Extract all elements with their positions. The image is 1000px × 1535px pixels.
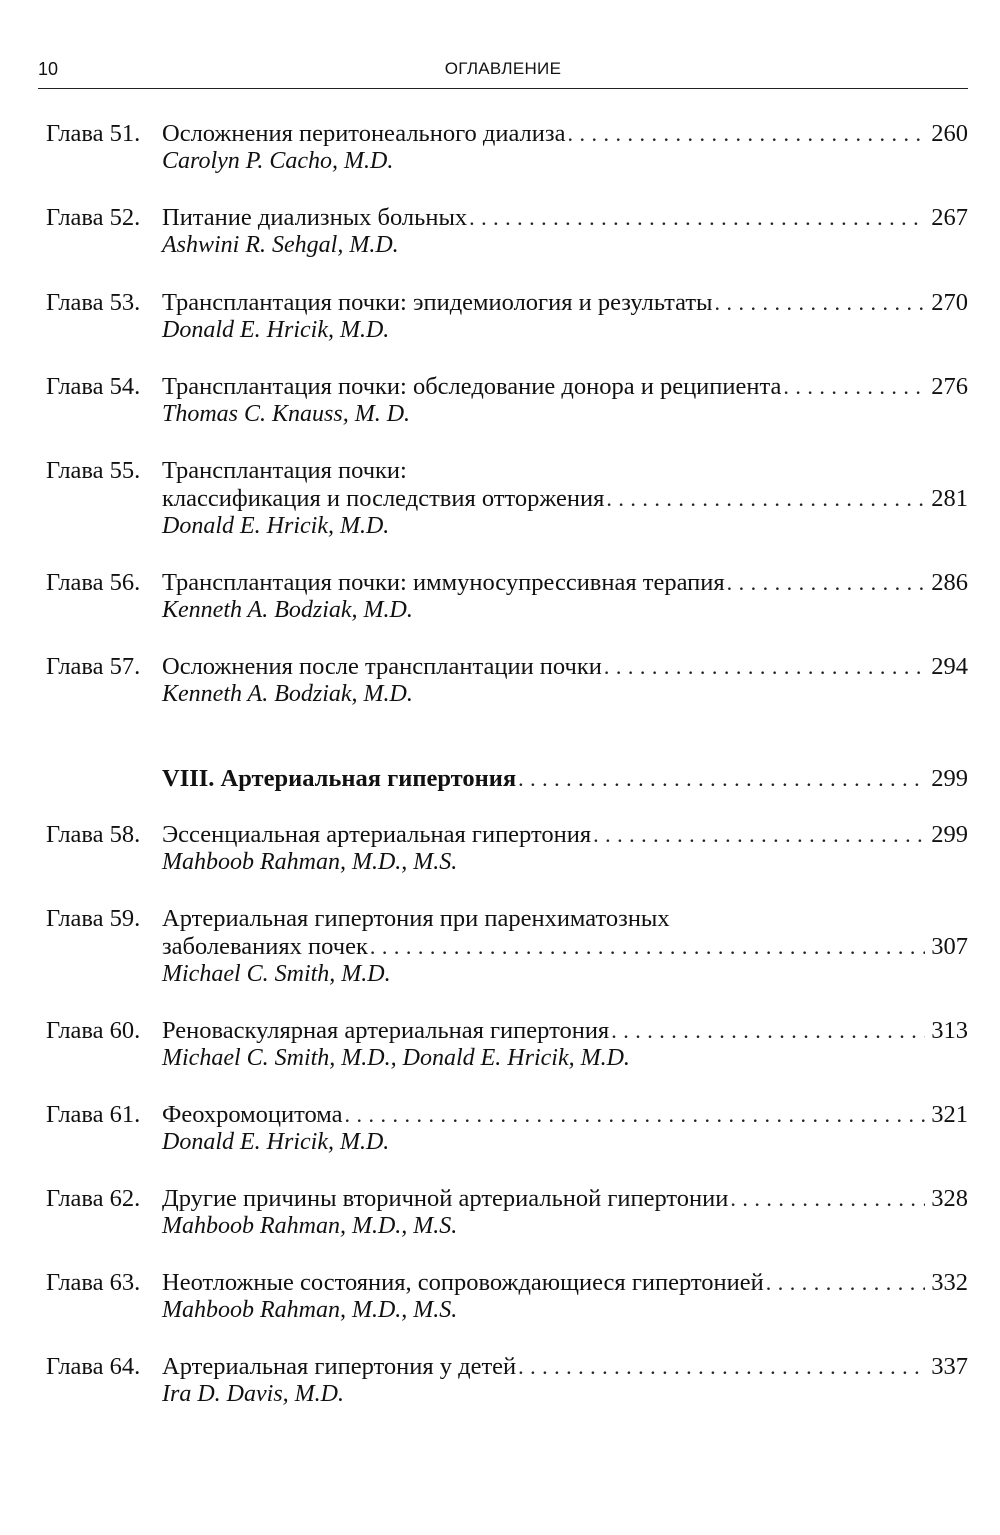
chapter-title: Трансплантация почки: иммуносупрессивная терапия xyxy=(162,569,725,596)
running-title: ОГЛАВЛЕНИЕ xyxy=(444,59,562,78)
toc-entry-52[interactable] xyxy=(46,204,968,258)
chapter-author: Thomas C. Knauss, M. D. xyxy=(162,401,411,427)
chapter-author: Donald E. Hricik, M.D. xyxy=(162,1129,390,1155)
page-ref: 281 xyxy=(925,485,968,513)
chapter-label: Глава 52. xyxy=(46,204,141,231)
page-number: 10 xyxy=(38,59,59,79)
chapter-author: Kenneth A. Bodziak, M.D. xyxy=(162,597,413,623)
toc-entry-57[interactable] xyxy=(46,653,968,707)
toc-line xyxy=(46,653,968,681)
toc-line xyxy=(46,821,968,849)
dot-leader xyxy=(370,933,925,961)
dot-leader xyxy=(604,653,925,681)
toc-entry-54[interactable] xyxy=(46,373,968,427)
toc-section-viii[interactable] xyxy=(46,765,968,793)
toc-entry-53[interactable] xyxy=(46,289,968,343)
chapter-title: Артериальная гипертония у детей xyxy=(162,1353,517,1380)
toc-entry-55[interactable] xyxy=(46,457,968,539)
running-head xyxy=(38,58,968,84)
chapter-label: Глава 60. xyxy=(46,1017,141,1044)
page-ref: 294 xyxy=(925,653,968,681)
toc-line xyxy=(46,120,968,148)
chapter-label: Глава 64. xyxy=(46,1353,141,1380)
toc-entry-63[interactable] xyxy=(46,1269,968,1323)
page-ref: 267 xyxy=(925,204,968,232)
toc-line-continuation xyxy=(46,933,968,961)
page-ref: 321 xyxy=(925,1101,968,1129)
toc-line xyxy=(46,1269,968,1297)
dot-leader xyxy=(714,289,925,317)
chapter-label: Глава 57. xyxy=(46,653,141,680)
dot-leader xyxy=(469,204,925,232)
toc-entry-59[interactable] xyxy=(46,905,968,987)
chapter-author: Kenneth A. Bodziak, M.D. xyxy=(162,681,413,707)
page-ref: 270 xyxy=(925,289,968,317)
toc-line xyxy=(46,289,968,317)
chapter-title: Осложнения после трансплантации почки xyxy=(162,653,602,680)
chapter-author: Mahboob Rahman, M.D., M.S. xyxy=(162,1297,458,1323)
chapter-author: Mahboob Rahman, M.D., M.S. xyxy=(162,849,458,875)
chapter-author: Donald E. Hricik, M.D. xyxy=(162,317,390,343)
page-ref: 307 xyxy=(925,933,968,961)
chapter-author: Ira D. Davis, M.D. xyxy=(162,1381,344,1407)
page-ref: 299 xyxy=(925,821,968,849)
dot-leader xyxy=(730,1185,925,1213)
toc-line xyxy=(46,765,968,793)
chapter-author: Michael C. Smith, M.D., Donald E. Hricik, M.D. xyxy=(162,1045,630,1071)
chapter-title: Другие причины вторичной артериальной гипертонии xyxy=(162,1185,729,1212)
chapter-title-continuation: классификация и последствия отторжения xyxy=(162,485,605,512)
chapter-author: Mahboob Rahman, M.D., M.S. xyxy=(162,1213,458,1239)
chapter-title: Трансплантация почки: эпидемиология и результаты xyxy=(162,289,713,316)
toc-line xyxy=(46,905,968,933)
chapter-title: Трансплантация почки: обследование донора и реципиента xyxy=(162,373,782,400)
toc-entry-58[interactable] xyxy=(46,821,968,875)
page-ref: 276 xyxy=(925,373,968,401)
chapter-label: Глава 56. xyxy=(46,569,141,596)
chapter-label: Глава 61. xyxy=(46,1101,141,1128)
chapter-title: Питание диализных больных xyxy=(162,204,468,231)
toc-entry-56[interactable] xyxy=(46,569,968,623)
chapter-author: Ashwini R. Sehgal, M.D. xyxy=(162,232,399,258)
page-ref: 328 xyxy=(925,1185,968,1213)
chapter-title: Неотложные состояния, сопровождающиеся гипертонией xyxy=(162,1269,764,1296)
chapter-title: Трансплантация почки: xyxy=(162,457,407,484)
toc-entry-64[interactable] xyxy=(46,1353,968,1407)
toc-entry-62[interactable] xyxy=(46,1185,968,1239)
dot-leader xyxy=(783,373,925,401)
toc-entry-51[interactable] xyxy=(46,120,968,174)
page-ref: 337 xyxy=(925,1353,968,1381)
chapter-title: Реноваскулярная артериальная гипертония xyxy=(162,1017,610,1044)
page-ref: 313 xyxy=(925,1017,968,1045)
toc-line xyxy=(46,373,968,401)
toc-line xyxy=(46,569,968,597)
chapter-author: Carolyn P. Cacho, M.D. xyxy=(162,148,394,174)
toc-line xyxy=(46,1353,968,1381)
chapter-label: Глава 59. xyxy=(46,905,141,932)
chapter-label: Глава 62. xyxy=(46,1185,141,1212)
page-ref: 299 xyxy=(925,765,968,793)
dot-leader xyxy=(518,765,925,793)
chapter-title: Эссенциальная артериальная гипертония xyxy=(162,821,592,848)
chapter-label: Глава 53. xyxy=(46,289,141,316)
chapter-title-continuation: заболеваниях почек xyxy=(162,933,368,960)
header-rule xyxy=(38,88,968,89)
page-ref: 260 xyxy=(925,120,968,148)
chapter-label: Глава 58. xyxy=(46,821,141,848)
toc-line xyxy=(46,457,968,485)
dot-leader xyxy=(567,120,925,148)
toc-line xyxy=(46,204,968,232)
toc-entry-61[interactable] xyxy=(46,1101,968,1155)
dot-leader xyxy=(345,1101,926,1129)
dot-leader xyxy=(727,569,926,597)
section-title: VIII. Артериальная гипертония xyxy=(162,765,517,792)
toc-line xyxy=(46,1101,968,1129)
dot-leader xyxy=(593,821,925,849)
chapter-label: Глава 51. xyxy=(46,120,141,147)
page-ref: 286 xyxy=(925,569,968,597)
dot-leader xyxy=(606,485,925,513)
chapter-label: Глава 63. xyxy=(46,1269,141,1296)
chapter-title: Феохромоцитома xyxy=(162,1101,343,1128)
toc-entry-60[interactable] xyxy=(46,1017,968,1071)
page-ref: 332 xyxy=(925,1269,968,1297)
chapter-author: Donald E. Hricik, M.D. xyxy=(162,513,390,539)
chapter-author: Michael C. Smith, M.D. xyxy=(162,961,391,987)
dot-leader xyxy=(611,1017,925,1045)
chapter-title: Осложнения перитонеального диализа xyxy=(162,120,566,147)
chapter-title: Артериальная гипертония при паренхиматозных xyxy=(162,905,670,932)
chapter-label: Глава 54. xyxy=(46,373,141,400)
toc-line-continuation xyxy=(46,485,968,513)
dot-leader xyxy=(766,1269,926,1297)
toc-line xyxy=(46,1017,968,1045)
chapter-label: Глава 55. xyxy=(46,457,141,484)
dot-leader xyxy=(518,1353,925,1381)
toc-line xyxy=(46,1185,968,1213)
